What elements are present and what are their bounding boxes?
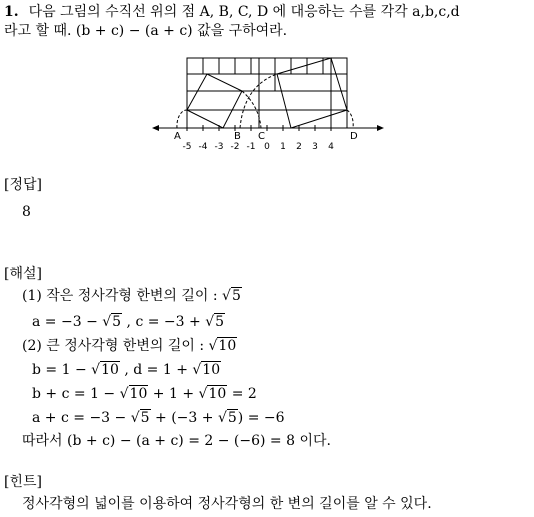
- explanation-line-1: [22, 287, 242, 305]
- radicand: 10: [218, 338, 237, 354]
- point-label-c: C: [258, 131, 265, 142]
- explanation-line-3: [22, 337, 237, 355]
- axis-left-arrow: [152, 125, 159, 131]
- explanation-line-2: [32, 313, 225, 331]
- answer-value: 8: [22, 204, 31, 220]
- radicand: 5: [227, 410, 237, 426]
- tick-label: -5: [182, 142, 192, 152]
- radicand: 10: [202, 362, 221, 378]
- radicand: 5: [140, 410, 150, 426]
- explanation-line-5: [32, 385, 257, 403]
- tick-label: -3: [214, 142, 224, 152]
- hint-heading: [힌트]: [4, 474, 42, 490]
- explanation-text: a = −3 −: [32, 314, 103, 330]
- explanation-line-6: [32, 409, 285, 427]
- explanation-text: + (−3 +: [150, 410, 218, 426]
- question-line-2: 라고 할 때. (b + c) − (a + c) 값을 구하여라.: [4, 23, 288, 39]
- sqrt-expression: √10: [208, 338, 237, 354]
- tick-label: -1: [246, 142, 256, 152]
- explanation-text: ) = −6: [237, 410, 285, 426]
- explanation-text: b + c = 1 −: [32, 386, 120, 402]
- sqrt-expression: √5: [217, 410, 237, 426]
- sqrt-expression: √5: [205, 314, 225, 330]
- explanation-text: b = 1 −: [32, 362, 92, 378]
- point-label-d: D: [350, 131, 358, 142]
- explanation-text: a + c = −3 −: [32, 410, 131, 426]
- explanation-heading: [해설]: [4, 266, 42, 282]
- tick-label: 3: [312, 142, 318, 152]
- dashed-arcs: [177, 74, 353, 128]
- radicand: 10: [129, 386, 148, 402]
- sqrt-expression: √5: [130, 410, 150, 426]
- tick-label: 1: [280, 142, 286, 152]
- radicand: 5: [231, 288, 241, 304]
- explanation-text: , d = 1 +: [119, 362, 193, 378]
- question-text-1: 다음 그림의 수직선 위의 점 A, B, C, D 에 대응하는 수를 각각 a,b,c,d: [28, 4, 460, 20]
- sqrt-expression: √10: [192, 362, 221, 378]
- sqrt-expression: √5: [222, 288, 241, 304]
- radicand: 10: [101, 362, 119, 378]
- sqrt-expression: √10: [119, 386, 148, 402]
- sqrt-expression: √10: [198, 386, 227, 402]
- answer-heading: [정답]: [4, 177, 42, 193]
- explanation-text: (2) 큰 정사각형 한변의 길이 :: [22, 338, 209, 354]
- hint-text: 정사각형의 넓이를 이용하여 정사각형의 한 변의 길이를 알 수 있다.: [22, 496, 432, 512]
- explanation-text: + 1 +: [148, 386, 199, 402]
- radicand: 5: [112, 314, 122, 330]
- point-label-a: A: [174, 131, 181, 142]
- point-label-b: B: [234, 131, 241, 142]
- sqrt-expression: √10: [91, 362, 119, 378]
- explanation-text: , c = −3 +: [122, 314, 206, 330]
- tick-label: 4: [328, 142, 334, 152]
- sqrt-expression: √5: [102, 314, 122, 330]
- radicand: 10: [208, 386, 227, 402]
- tick-label: -2: [230, 142, 240, 152]
- question-number: 1.: [4, 4, 19, 20]
- explanation-text: (1) 작은 정사각형 한변의 길이 :: [22, 288, 223, 304]
- number-line-figure: [148, 54, 388, 154]
- question-line-1: [4, 3, 460, 21]
- axis-right-arrow: [377, 125, 384, 131]
- explanation-line-7: 따라서 (b + c) − (a + c) = 2 − (−6) = 8 이다.: [22, 433, 331, 449]
- tick-label: 2: [296, 142, 302, 152]
- tick-label: -4: [198, 142, 208, 152]
- tick-label: 0: [264, 142, 270, 152]
- explanation-text: = 2: [227, 386, 257, 402]
- radicand: 5: [215, 314, 225, 330]
- explanation-line-4: [32, 361, 221, 379]
